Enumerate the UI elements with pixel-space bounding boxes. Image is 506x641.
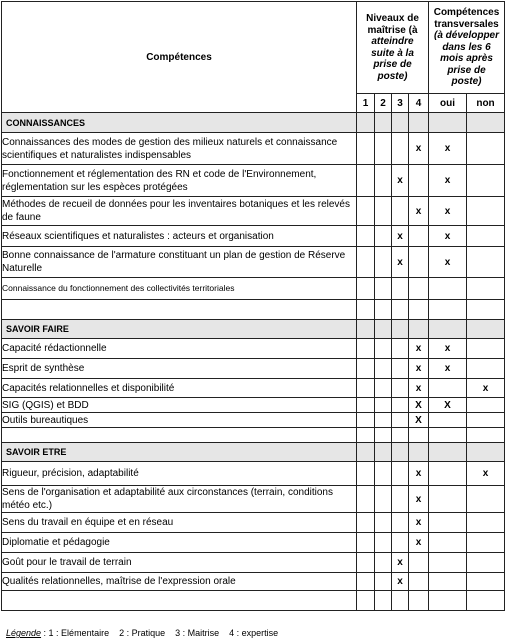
mark-cell — [467, 533, 505, 553]
competence-label: Fonctionnement et réglementation des RN et code de l'Environnement, réglementation sur les espèces protégées — [2, 165, 357, 197]
table-row — [2, 133, 505, 165]
mark-cell — [392, 133, 409, 165]
mark-cell — [409, 226, 429, 247]
mark-cell — [467, 359, 505, 379]
table-row — [2, 379, 505, 398]
competence-label: Qualités relationnelles, maîtrise de l'expression orale — [2, 573, 357, 591]
mark-cell — [357, 133, 375, 165]
mark-cell — [392, 533, 409, 553]
section-header-cell — [467, 320, 505, 339]
competence-label: Connaissances des modes de gestion des milieux naturels et connaissance scientifiques et naturalistes indispensables — [2, 133, 357, 165]
mark-cell — [409, 428, 429, 443]
header-transv-l3: (à développer — [433, 30, 500, 42]
mark-cell — [409, 165, 429, 197]
section-header-cell — [375, 443, 392, 462]
mark-cell — [467, 197, 505, 226]
mark-cell — [467, 428, 505, 443]
mark-cell — [357, 462, 375, 486]
table-row — [2, 359, 505, 379]
header-niveaux-l4: suite à la — [371, 47, 414, 59]
mark-cell: x — [409, 513, 429, 533]
mark-cell: x — [409, 533, 429, 553]
mark-cell: x — [392, 573, 409, 591]
mark-cell — [357, 278, 375, 300]
mark-cell — [467, 247, 505, 278]
mark-cell — [429, 300, 467, 320]
mark-cell — [467, 413, 505, 428]
mark-cell — [429, 573, 467, 591]
table-row — [2, 398, 505, 413]
header-transv-l1: Compétences — [433, 7, 500, 19]
header-oui: oui — [429, 94, 467, 113]
mark-cell — [375, 553, 392, 573]
section-header-cell — [357, 443, 375, 462]
mark-cell: x — [409, 133, 429, 165]
mark-cell — [392, 278, 409, 300]
mark-cell — [392, 513, 409, 533]
competence-label: Rigueur, précision, adaptabilité — [2, 462, 357, 486]
mark-cell — [409, 300, 429, 320]
competence-label: Goût pour le travail de terrain — [2, 553, 357, 573]
mark-cell — [429, 379, 467, 398]
mark-cell — [357, 573, 375, 591]
mark-cell — [409, 573, 429, 591]
mark-cell — [357, 226, 375, 247]
mark-cell — [467, 278, 505, 300]
section-title: SAVOIR ETRE — [2, 443, 357, 462]
mark-cell — [467, 486, 505, 513]
mark-cell: x — [429, 359, 467, 379]
mark-cell — [375, 533, 392, 553]
header-niveaux — [357, 2, 429, 94]
table-row — [2, 278, 505, 300]
section-header-cell — [467, 113, 505, 133]
mark-cell — [429, 553, 467, 573]
mark-cell: x — [429, 226, 467, 247]
mark-cell — [409, 553, 429, 573]
header-niveaux-l5: prise de — [373, 59, 412, 70]
mark-cell: x — [392, 247, 409, 278]
section-header-cell — [409, 443, 429, 462]
mark-cell: X — [429, 398, 467, 413]
competences-table — [1, 1, 505, 611]
mark-cell: x — [429, 133, 467, 165]
legend-text: : 1 : Elémentaire 2 : Pratique 3 : Maitrise 4 : expertise — [41, 628, 279, 638]
section-header-cell — [429, 320, 467, 339]
table-row — [2, 247, 505, 278]
section-header-row — [2, 320, 505, 339]
competence-label: Esprit de synthèse — [2, 359, 357, 379]
table-row — [2, 413, 505, 428]
section-header-row — [2, 113, 505, 133]
mark-cell — [429, 486, 467, 513]
mark-cell — [375, 197, 392, 226]
section-header-cell — [375, 113, 392, 133]
mark-cell — [392, 359, 409, 379]
mark-cell: x — [409, 379, 429, 398]
section-header-cell — [392, 113, 409, 133]
mark-cell: x — [392, 165, 409, 197]
section-header-row — [2, 443, 505, 462]
mark-cell — [357, 165, 375, 197]
header-non: non — [467, 94, 505, 113]
header-transv-l5: mois après — [440, 53, 493, 65]
section-header-cell — [429, 113, 467, 133]
mark-cell — [375, 413, 392, 428]
mark-cell: x — [467, 462, 505, 486]
mark-cell — [429, 513, 467, 533]
mark-cell — [429, 413, 467, 428]
mark-cell: x — [392, 553, 409, 573]
header-level-4: 4 — [409, 94, 429, 113]
competence-label: SIG (QGIS) et BDD — [2, 398, 357, 413]
mark-cell — [429, 462, 467, 486]
legend-title: Légende — [6, 628, 42, 638]
table-row — [2, 428, 505, 443]
section-header-cell — [409, 113, 429, 133]
table-row — [2, 513, 505, 533]
mark-cell — [375, 462, 392, 486]
mark-cell — [392, 486, 409, 513]
mark-cell — [357, 533, 375, 553]
mark-cell — [467, 591, 505, 611]
mark-cell — [357, 300, 375, 320]
header-niveaux-l1: Niveaux de — [366, 13, 419, 24]
mark-cell — [375, 133, 392, 165]
mark-cell — [375, 247, 392, 278]
section-header-cell — [392, 320, 409, 339]
mark-cell — [467, 300, 505, 320]
mark-cell — [409, 247, 429, 278]
mark-cell — [392, 339, 409, 359]
mark-cell — [375, 591, 392, 611]
table-row — [2, 533, 505, 553]
header-niveaux-l6: poste) — [377, 70, 408, 82]
mark-cell — [467, 133, 505, 165]
mark-cell — [467, 165, 505, 197]
section-header-cell — [357, 320, 375, 339]
mark-cell — [409, 591, 429, 611]
mark-cell — [357, 413, 375, 428]
header-transv-l6: prise de — [447, 64, 486, 76]
mark-cell — [375, 486, 392, 513]
mark-cell — [357, 553, 375, 573]
mark-cell: X — [409, 398, 429, 413]
header-level-3: 3 — [392, 94, 409, 113]
mark-cell — [467, 553, 505, 573]
mark-cell — [429, 428, 467, 443]
header-level-1: 1 — [357, 94, 375, 113]
mark-cell — [375, 226, 392, 247]
mark-cell: x — [467, 379, 505, 398]
table-row — [2, 300, 505, 320]
competence-label: Sens de l'organisation et adaptabilité aux circonstances (terrain, conditions météo etc.) — [2, 486, 357, 513]
mark-cell — [467, 398, 505, 413]
mark-cell — [375, 513, 392, 533]
mark-cell — [375, 428, 392, 443]
mark-cell — [392, 591, 409, 611]
mark-cell: x — [429, 165, 467, 197]
mark-cell — [375, 398, 392, 413]
mark-cell — [357, 379, 375, 398]
mark-cell — [392, 462, 409, 486]
mark-cell — [429, 591, 467, 611]
mark-cell — [375, 339, 392, 359]
table-row — [2, 226, 505, 247]
mark-cell — [375, 359, 392, 379]
competence-label: Capacités relationnelles et disponibilité — [2, 379, 357, 398]
competence-label: Réseaux scientifiques et naturalistes : acteurs et organisation — [2, 226, 357, 247]
header-transversales — [429, 2, 505, 94]
mark-cell — [357, 339, 375, 359]
mark-cell — [392, 413, 409, 428]
table-row — [2, 462, 505, 486]
table-row — [2, 573, 505, 591]
mark-cell: x — [409, 197, 429, 226]
header-transv-l4: dans les 6 — [442, 41, 491, 53]
mark-cell: x — [409, 339, 429, 359]
header-transv-l2: transversales — [434, 18, 499, 30]
section-title: CONNAISSANCES — [2, 113, 357, 133]
mark-cell — [375, 379, 392, 398]
competence-label — [2, 428, 357, 443]
header-transv-l7: poste) — [451, 76, 482, 88]
competence-label — [2, 591, 357, 611]
section-header-cell — [392, 443, 409, 462]
mark-cell — [392, 428, 409, 443]
table-row — [2, 591, 505, 611]
competence-label: Méthodes de recueil de données pour les inventaires botaniques et les relevés de faune — [2, 197, 357, 226]
header-niveaux-l3: atteindre — [371, 36, 414, 47]
mark-cell: x — [409, 486, 429, 513]
mark-cell — [375, 573, 392, 591]
mark-cell: x — [409, 462, 429, 486]
mark-cell — [429, 278, 467, 300]
mark-cell: x — [429, 247, 467, 278]
header-competences: Compétences — [2, 2, 357, 113]
section-title: SAVOIR FAIRE — [2, 320, 357, 339]
header-niveaux-l2: maîtrise (à — [367, 24, 418, 36]
mark-cell — [467, 513, 505, 533]
mark-cell — [375, 165, 392, 197]
section-header-cell — [357, 113, 375, 133]
section-header-cell — [409, 320, 429, 339]
mark-cell — [357, 591, 375, 611]
table-row — [2, 165, 505, 197]
mark-cell — [392, 300, 409, 320]
mark-cell — [357, 428, 375, 443]
mark-cell: x — [429, 197, 467, 226]
mark-cell — [467, 573, 505, 591]
header-level-2: 2 — [375, 94, 392, 113]
section-header-cell — [375, 320, 392, 339]
section-header-cell — [429, 443, 467, 462]
mark-cell — [392, 197, 409, 226]
mark-cell — [357, 398, 375, 413]
competence-label: Capacité rédactionnelle — [2, 339, 357, 359]
table-row — [2, 339, 505, 359]
mark-cell — [429, 533, 467, 553]
section-header-cell — [467, 443, 505, 462]
legend — [6, 628, 278, 638]
competence-label — [2, 300, 357, 320]
competence-label: Outils bureautiques — [2, 413, 357, 428]
mark-cell — [392, 398, 409, 413]
mark-cell — [357, 513, 375, 533]
mark-cell: x — [392, 226, 409, 247]
mark-cell — [392, 379, 409, 398]
mark-cell — [375, 300, 392, 320]
competence-label: Connaissance du fonctionnement des collectivités territoriales — [2, 278, 357, 300]
mark-cell — [409, 278, 429, 300]
mark-cell: X — [409, 413, 429, 428]
competence-label: Sens du travail en équipe et en réseau — [2, 513, 357, 533]
mark-cell — [375, 278, 392, 300]
mark-cell — [357, 359, 375, 379]
mark-cell — [357, 486, 375, 513]
competence-label: Bonne connaissance de l'armature constituant un plan de gestion de Réserve Naturelle — [2, 247, 357, 278]
mark-cell: x — [429, 339, 467, 359]
table-row — [2, 486, 505, 513]
table-row — [2, 553, 505, 573]
mark-cell: x — [409, 359, 429, 379]
table-row — [2, 197, 505, 226]
mark-cell — [357, 247, 375, 278]
mark-cell — [467, 339, 505, 359]
mark-cell — [357, 197, 375, 226]
mark-cell — [467, 226, 505, 247]
competence-label: Diplomatie et pédagogie — [2, 533, 357, 553]
